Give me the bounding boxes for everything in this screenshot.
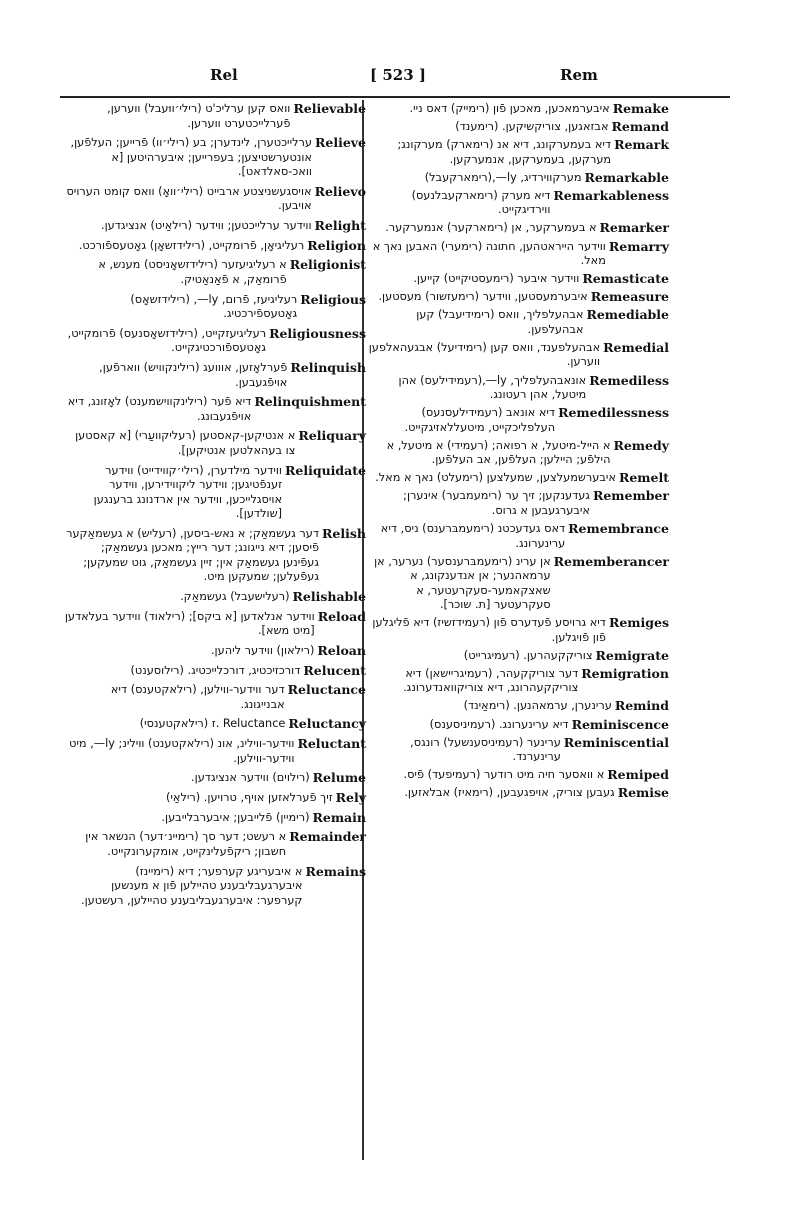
entry-headword: Relieve [314,135,366,151]
dictionary-entry [367,768,669,783]
entry-headword: Reminiscential [563,734,669,750]
dictionary-entry [367,718,669,733]
dictionary-entry [64,664,366,679]
entry-headword: Rely [335,789,366,805]
entry-headword: Relume [312,770,366,786]
dictionary-entry [367,406,669,435]
entry-definition: (רעלישעבל) געשמאַק. [180,589,290,603]
left-column [64,102,366,913]
entry-headword: Reload [317,608,366,624]
entry-headword: Remark [614,137,669,153]
entry-definition: א אנטיקען-קאסטען (רעליקוועַרי) [א קאסטען צו בעהאלטען אנטיקען]. [75,429,296,457]
page-number: [ 523 ] [370,66,426,84]
entry-definition: א הייל-מיטעל, א רפואה; (רעמידי) א מיטעל, א הילפֿע; היילען; העלפֿען, אב העלפֿען. [386,438,611,467]
entry-headword: Remarry [608,238,669,254]
dictionary-entry [64,293,366,322]
entry-definition: ווידער אנלאדען [א ביקס]; (רילאוד) ווידער בעלאדען [מיט משא]. [64,609,315,638]
entry-headword: Remediless [589,372,669,388]
dictionary-entry [367,138,669,167]
entry-definition: אבהעלפענד, וואס קען (רימידיעל) אבגעהאלפען ווערען. [368,340,601,369]
entry-definition: ווידער איבער (רימעסטיקייט) קייען. [413,272,580,286]
dictionary-entry [64,717,366,732]
right-column [367,102,669,804]
dictionary-entry [367,489,669,518]
header-left-guide-word: Rel [210,66,238,84]
dictionary-entry [64,527,366,585]
entry-definition: דיא פֿער (רילינקווישמענט) לאָזונג, דיא אויפֿגעבונג. [67,395,252,423]
dictionary-entry [64,830,366,859]
entry-definition: (רילוים) ווידער אנציגדען. [191,771,310,785]
entry-definition: דער געשמאַק; א נאש-ביסען, (רעליש) א געשמאַקער פֿיסען; דיא נייגונג; דער רייץ; מאכען געשמאַק; געפֿינען געשמאַק אין; זיין געשמאַק, גוט שמעקען; געפֿעלען; שמעקען מיט. [66,526,320,584]
dictionary-entry [64,102,366,131]
dictionary-entry [64,136,366,180]
dictionary-entry [64,644,366,659]
entry-definition: געבען צוריק, אויפגעבען, (רימאיז) אבלאזען. [404,786,615,800]
dictionary-entry [367,189,669,218]
entry-headword: Religiousness [269,325,366,341]
header-right-guide-word: Rem [560,66,598,84]
entry-headword: Remand [611,119,669,135]
entry-headword: Remains [305,863,366,879]
header-rule [60,96,730,98]
entry-headword: Rememberancer [553,553,669,569]
entry-headword: Remeasure [590,289,669,305]
dictionary-entry [64,361,366,390]
entry-definition: א רעשט; דער סך (רימיינ׳דער) הנשאר אין חשבון; ריקפֿעלינקייט, אומקערונקייט. [85,830,287,858]
dictionary-entry [64,327,366,356]
dictionary-entry [367,120,669,135]
entry-definition: ווידער הייראטהען, חתונה (רימערי) האבען נאך א מאל. [372,239,606,268]
entry-headword: Relinquish [290,360,366,375]
entry-headword: Remarker [599,220,669,236]
entry-headword: Remedilessness [558,405,669,421]
dictionary-entry [64,464,366,522]
entry-headword: Religion [307,237,366,253]
entry-headword: Relievo [314,183,366,199]
entry-definition: רעליגיעז, פֿרום, ly—, (רילידזשאָס) גאָטעספֿירכטיג. [130,292,298,321]
dictionary-entry [367,699,669,714]
entry-headword: Religionist [289,257,366,273]
dictionary-entry [367,102,669,117]
dictionary-entry [367,439,669,468]
entry-definition: (רימיין) פֿלייבען; איבערבלייבען. [161,810,310,824]
dictionary-entry [367,341,669,370]
dictionary-entry [64,683,366,712]
entry-headword: Remember [592,488,669,504]
entry-definition: אויסגעשניצטע ארבייט (רילי׳וואָ) וואס קומט הערויס אויבען. [66,184,312,213]
dictionary-entry [367,240,669,269]
dictionary-entry [367,555,669,613]
entry-definition: דיא מערק (רימארקעבלנעס) ווירדיגקייט. [411,188,551,217]
entry-headword: Religious [300,291,366,307]
dictionary-entry [64,811,366,826]
entry-definition: ערינערן, ערמאהנען. (רימאַינד) [463,699,612,713]
dictionary-entry [367,290,669,305]
entry-headword: Reliquary [298,428,366,444]
entry-definition: ערינער (רעמיניסענשעל) רונגס, ערינערנד. [410,735,561,764]
entry-definition: דער צוריקקעהר, (רעמיגריישאן) דיא צוריקקעהרונג, דיא צוריקוואנדערונג. [403,666,579,695]
dictionary-entry [64,395,366,424]
entry-headword: Remigration [581,665,669,681]
dictionary-entry [64,258,366,287]
entry-headword: Remedy [613,437,669,453]
entry-headword: Remiges [608,615,669,631]
entry-headword: Remainder [289,829,366,845]
dictionary-entry [64,590,366,605]
entry-definition: צוריקקעהרען. (רעמיגרייט) [463,648,593,662]
entry-headword: Remembrance [568,521,669,536]
entry-headword: Remedial [603,339,669,355]
entry-definition: דער ווידער-ווילען, (רילאקטענס) דיא אבנייגונג. [110,683,285,711]
entry-definition: דורכזיכטיג, דורכלייכטיג. (רילוסענט) [130,663,301,677]
entry-headword: Remise [617,785,669,801]
dictionary-entry [367,272,669,287]
entry-definition: ווידער-ווילינ, אונ (רילאקטענט) ווילינ; ly—, מיט ווידער-ווילען. [69,737,295,765]
entry-definition: ערלייכטערן, לינדערן; בע (רילי׳וו) פֿרייען; העלפֿען, אונטערשטיצען; בעפרייען; איבערהיטען [א וואכ-סאלדאט]. [70,136,312,179]
entry-definition: א איבעריגע קערפער; דיא (רימיינז) איבערגעבליבענע טהיילען פֿון א מענשען קערפער: איבערגעבליבענע טהיילען, רעשטען. [81,864,303,907]
entry-headword: Relight [314,218,366,234]
entry-headword: Reloan [317,642,366,658]
entry-headword: Remain [312,809,366,825]
entry-headword: Remigrate [595,647,669,663]
dictionary-entry [64,219,366,234]
dictionary-entry [367,374,669,403]
page-header [40,66,748,96]
entry-definition: Reluctance .ז (רילאקטענסי) [139,717,286,731]
dictionary-entry [367,786,669,801]
entry-definition: זיך פֿערלאזען אויף, טרויען. (רילאַי) [166,790,333,804]
dictionary-entry [64,185,366,214]
entry-headword: Relucent [303,662,366,678]
entry-definition: א וואסער חיה מיט רודער (רעמיפעד) פֿיס. [403,768,605,782]
entry-headword: Reminiscence [571,716,669,732]
dictionary-entry [64,771,366,786]
dictionary-entry [64,737,366,766]
entry-headword: Remarkableness [553,187,669,203]
dictionary-entry [367,522,669,551]
dictionary-entry [64,791,366,806]
entry-headword: Reliquidate [285,462,366,478]
entry-headword: Remasticate [582,271,669,287]
entry-definition: רעליגיאָן, פֿרומקייט, (רילידזשאָן) גאָטעספֿורכט. [78,238,305,252]
entry-headword: Relinquishment [254,394,366,410]
entry-definition: א בעמערקער, אן (רימארקער) אנמערקער. [385,221,597,235]
entry-headword: Relish [322,525,366,541]
entry-definition: דאס געדעכטנ (רימעמבּרענס) ניס, דיא ערינערונג. [380,522,566,550]
entry-definition: ווידער ערלייכטען; ווידער (רילאַיט) אנציגדען. [101,219,312,233]
entry-headword: Remelt [618,470,669,486]
entry-headword: Remiped [607,767,669,783]
entry-definition: וואס קען ערליכ'ט (רילי׳ווּעבל) ווערען, פֿערלייכטערט ווערען. [107,102,291,130]
dictionary-entry [64,610,366,639]
entry-definition: אונאבהעלפליך, ly—,(רעמידילעס) אהן מיטעל, אהן רעטונג. [398,373,587,402]
entry-definition: דיא ערינערונג. (רעמיניסענס) [429,717,569,731]
entry-headword: Reluctant [297,736,366,752]
entry-definition: אבהעלפליך, וואס (רימידיעבל) קען אבהעלפען. [416,308,584,336]
entry-definition: איבערשמעלצען, שמעלצען (רימעלט) נאך א מאל. [375,471,616,485]
entry-definition: פֿערלאָזען, אווועג (רילינקוויש) ווארפֿען, אויפֿגעבען. [99,361,288,389]
entry-headword: Reluctance [287,682,366,698]
entry-definition: מערקווירדיג, ly—,(רימארקעבל) [424,170,582,184]
entry-headword: Reluctancy [288,716,366,732]
dictionary-entry [64,429,366,458]
dictionary-entry [367,667,669,696]
dictionary-entry [367,308,669,337]
entry-definition: אבזאגען, צוריקשיקען. (רימענד) [455,120,609,134]
entry-definition: אן ערינ (רימעמבּרענסער) נערער, אן ערמאהנער; אן אנדענקונג, א שאצקאמער-סעקרעטער, א סעקרעטער [ת. שוכר]. [374,554,551,612]
dictionary-entry [367,471,669,486]
entry-definition: דיא גרויסע פֿעדערס פֿון (רעמידזשיז) דיא פֿליגלען פֿון פֿויגלען. [372,616,606,644]
entry-definition: איבערמאכען, מאכען פֿון (רימייק) דאס ניי. [409,102,610,115]
entry-headword: Remind [614,698,669,714]
entry-definition: (רילאון) ווידער ליהען. [210,643,315,657]
dictionary-entry [367,221,669,236]
dictionary-entry [367,736,669,765]
entry-definition: רעליגיעזקייט, (רילידזשאָסנעס) פֿרומקייט, גאָטעספֿורכטיגקייט. [67,326,267,355]
entry-headword: Remake [612,101,669,116]
entry-definition: דיא בעמערקונג, דיא אנ (רימארק) מערקונג; מערקען, בעמערקען, אנמערקען. [397,138,612,166]
dictionary-entry [367,649,669,664]
entry-headword: Remarkable [584,169,669,185]
dictionary-entry [64,865,366,909]
dictionary-entry [367,616,669,645]
entry-headword: Relishable [292,588,366,604]
entry-definition: געדענקען; זיך ער (רימעמבער) אינערן; איבערגעבען א גרוס. [403,489,590,517]
entry-headword: Relievable [293,101,366,116]
entry-headword: Remediable [586,307,669,323]
entry-definition: איבערמעסטען, ווידער (רימעזשור) מעסטען. [378,290,588,304]
entry-definition: א רעליגיעזער (רילידזשאָניסט) מענש, א פֿרומאַק, א פֿאַנאַטיק. [98,258,287,286]
dictionary-entry [367,171,669,186]
entry-definition: דיא אונאב (רעמידילעסנעס) העלפליכקייט, מיטעללאזיגקייט. [404,406,556,434]
entry-definition: ווידער מילדערן, (רילי׳קווידייט) ווידער זענפֿטיגען; ווידער ליקווידירען, ווידער אויסגלייכען, ווידער אין ארדנונג ברענגען [שולדען]. [93,463,283,521]
dictionary-entry [64,239,366,254]
